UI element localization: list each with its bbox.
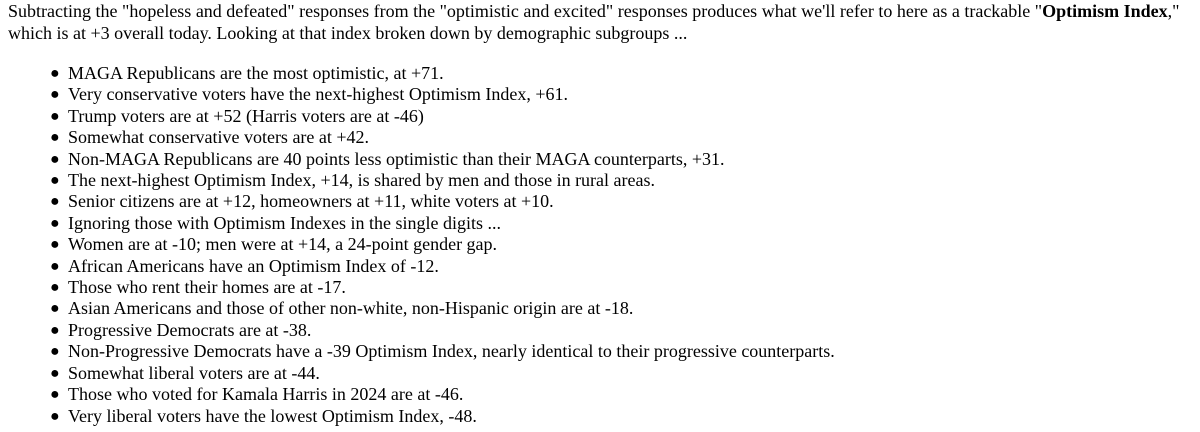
intro-text-start: Subtracting the "hopeless and defeated" responses from the "optimistic and excited" responses produces what we'll refer to here as a trackable " (8, 1, 1043, 21)
list-item (50, 319, 1192, 341)
list-item (50, 362, 1192, 384)
bullet-icon: ● (50, 343, 60, 361)
bullet-icon: ● (50, 386, 60, 404)
list-item (50, 234, 1192, 255)
list-item-text: African Americans have an Optimism Index of -12. (68, 255, 439, 276)
list-item (50, 105, 1192, 127)
list-item (50, 298, 1192, 319)
bullet-icon: ● (50, 236, 60, 254)
list-item-text: The next-highest Optimism Index, +14, is shared by men and those in rural areas. (68, 170, 656, 191)
bullet-icon: ● (50, 129, 60, 147)
intro-paragraph (8, 0, 1192, 44)
list-item (50, 384, 1192, 405)
list-item-text: Very conservative voters have the next-highest Optimism Index, +61. (68, 84, 569, 105)
list-item-text: Ignoring those with Optimism Indexes in the single digits ... (68, 212, 501, 233)
bullet-icon: ● (50, 86, 60, 104)
list-item-text: Somewhat conservative voters are at +42. (68, 127, 370, 148)
list-item-text: Trump voters are at +52 (Harris voters are at -46) (68, 105, 424, 126)
subgroup-list (8, 63, 1192, 427)
list-item-text: Non-Progressive Democrats have a -39 Optimism Index, nearly identical to their progressive counterparts. (68, 341, 835, 362)
list-item (50, 170, 1192, 191)
list-item-text: Asian Americans and those of other non-white, non-Hispanic origin are at -18. (68, 298, 634, 319)
list-item (50, 127, 1192, 148)
intro-text-end: ," which is at +3 overall today. Looking at that index broken down by demographic subgroups ... (8, 1, 1180, 43)
optimism-index-term: Optimism Index (1042, 1, 1168, 21)
bullet-icon: ● (50, 65, 60, 82)
bullet-icon: ● (50, 172, 60, 190)
bullet-icon: ● (50, 107, 60, 125)
bullet-icon: ● (50, 279, 60, 297)
list-item-text: Very liberal voters have the lowest Optimism Index, -48. (68, 405, 477, 426)
bullet-icon: ● (50, 193, 60, 211)
list-item-text: Senior citizens are at +12, homeowners at +11, white voters at +10. (68, 191, 554, 212)
list-item (50, 405, 1192, 427)
list-item-text: Those who voted for Kamala Harris in 2024 are at -46. (68, 384, 464, 405)
list-item (50, 277, 1192, 298)
list-item-text: Non-MAGA Republicans are 40 points less optimistic than their MAGA counterparts, +31. (68, 148, 725, 169)
list-item-text: MAGA Republicans are the most optimistic, at +71. (68, 63, 444, 83)
list-item (50, 212, 1192, 234)
list-item-text: Somewhat liberal voters are at -44. (68, 362, 320, 383)
list-item (50, 148, 1192, 170)
bullet-icon: ● (50, 257, 60, 275)
list-item (50, 255, 1192, 277)
bullet-icon: ● (50, 407, 60, 425)
list-item-text: Women are at -10; men were at +14, a 24-point gender gap. (68, 234, 498, 255)
bullet-icon: ● (50, 300, 60, 318)
list-item (50, 341, 1192, 362)
bullet-icon: ● (50, 214, 60, 232)
list-item-text: Those who rent their homes are at -17. (68, 277, 346, 298)
bullet-icon: ● (50, 321, 60, 339)
list-item (50, 63, 1192, 84)
list-item (50, 84, 1192, 105)
bullet-icon: ● (50, 150, 60, 168)
list-item (50, 191, 1192, 212)
bullet-icon: ● (50, 364, 60, 382)
list-item-text: Progressive Democrats are at -38. (68, 319, 312, 340)
